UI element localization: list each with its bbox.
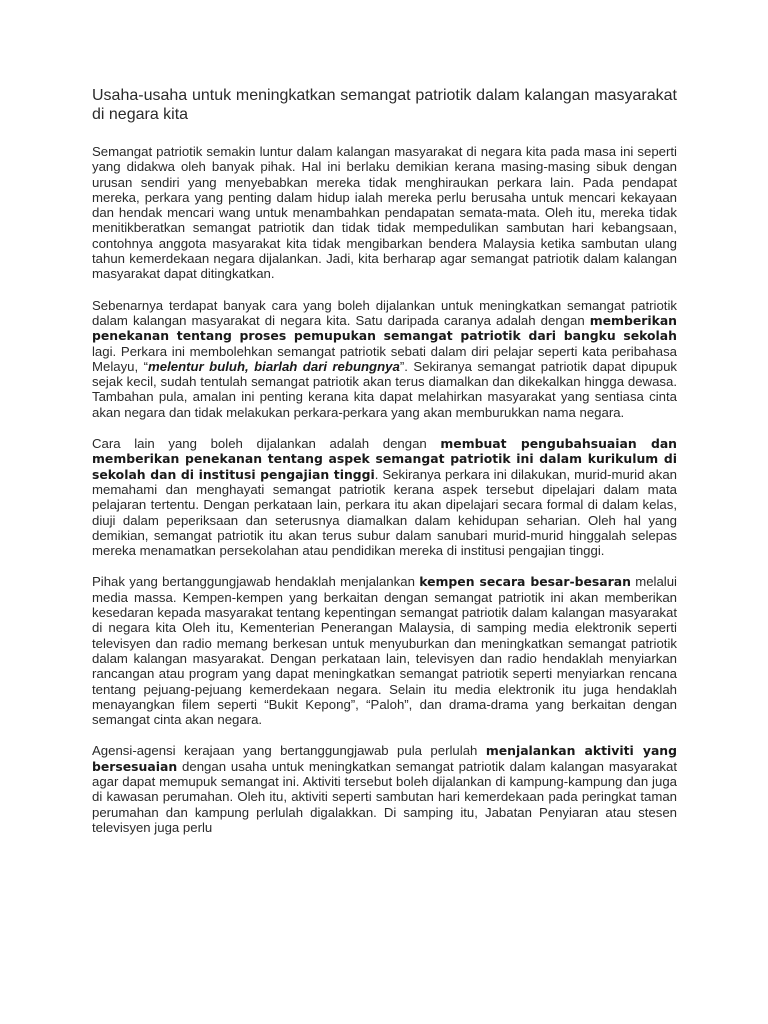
paragraph-1	[92, 144, 677, 282]
paragraph-text: Semangat patriotik semakin luntur dalam kalangan masyarakat di negara kita pada masa ini seperti yang didakwa oleh banyak pihak. Hal ini berlaku demikian kerana masing-masing sibuk dengan urusan sendiri yang menyebabkan mereka tidak menghiraukan perkara lain. Pada pendapat mereka, perkara yang penting dalam hidup ialah mereka perlu berusaha untuk mencari kekayaan dan hendak mencari wang untuk menambahkan pendapatan semata-mata. Oleh itu, mereka tidak menitikberatkan semangat patriotik dan tidak tidak mempedulikan sambutan hari kebangsaan, contohnya anggota masyarakat kita tidak mengibarkan bendera Malaysia ketika sambutan ulang tahun kemerdekaan negara dijalankan. Jadi, kita berharap agar semangat patriotik dalam kalangan masyarakat dapat ditingkatkan.	[92, 144, 677, 282]
emphasis-text: memberikan penekanan tentang proses pemupukan semangat patriotik dari bangku sekolah	[92, 312, 677, 344]
paragraph-text: melalui media massa. Kempen-kempen yang berkaitan dengan semangat patriotik ini akan memberikan kesedaran kepada masyarakat tentang kepentingan semangat patriotik dalam kalangan masyarakat di negara kita Oleh itu, Kementerian Penerangan Malaysia, di samping media elektronik seperti televisyen dan radio memang berkesan untuk menyuburkan dan meningkatkan semangat patriotik dalam kalangan masyarakat. Dengan perkataan lain, televisyen dan radio hendaklah menyiarkan rancangan atau program yang dapat meningkatkan semangat patriotik seperti menyiarkan rencana tentang pejuang-pejuang kemerdekaan negara. Selain itu media elektronik itu juga hendaklah menayangkan filem seperti “Bukit Kepong”, “Paloh”, dan drama-drama yang berkaitan dengan semangat cinta akan negara.	[92, 574, 677, 728]
paragraph-text: ”. Sekiranya semangat patriotik dapat dipupuk sejak kecil, sudah tentulah semangat patriotik akan terus diamalkan dan dikekalkan hingga dewasa. Tambahan pula, amalan ini penting kerana kita dapat melahirkan masyarakat yang sentiasa cinta akan negara dan tidak melakukan perkara-perkara yang akan memburukkan nama negara.	[92, 358, 677, 420]
document-title: Usaha-usaha untuk meningkatkan semangat patriotik dalam kalangan masyarakat di negara kita	[92, 87, 677, 123]
emphasis-text: menjalankan aktiviti yang bersesuaian	[92, 743, 677, 774]
paragraph-text: Pihak yang bertanggungjawab hendaklah menjalankan	[92, 574, 420, 590]
paragraph-text: Cara lain yang boleh dijalankan adalah dengan	[92, 436, 441, 452]
paragraph-3	[92, 436, 677, 558]
emphasis-text: membuat pengubahsuaian dan memberikan penekanan tentang aspek semangat patriotik ini dalam kurikulum di sekolah dan di institusi pengajian tinggi	[92, 436, 678, 482]
paragraph-4	[92, 574, 677, 727]
document-page	[92, 86, 677, 851]
paragraph-text: Sebenarnya terdapat banyak cara yang boleh dijalankan untuk meningkatkan semangat patriotik dalam kalangan masyarakat di negara kita. Satu daripada caranya adalah dengan	[92, 297, 677, 328]
paragraph-text: Agensi-agensi kerajaan yang bertanggungjawab pula perlulah	[92, 743, 486, 759]
paragraph-text: . Sekiranya perkara ini dilakukan, murid-murid akan memahami dan menghayati semangat patriotik kerana aspek tersebut dipelajari dalam mata pelajaran tertentu. Dengan perkataan lain, perkara itu akan dipelajari secara formal di dalam kelas, diuji dalam peperiksaan dan seterusnya diamalkan dalam kehidupan seharian. Oleh hal yang demikian, semangat patriotik itu akan terus subur dalam sanubari murid-murid hinggalah selepas mereka menamatkan persekolahan atau pendidikan mereka di institusi pengajian tinggi.	[92, 466, 677, 559]
proverb-text: melentur buluh, biarlah dari rebungnya	[148, 358, 400, 374]
emphasis-text: kempen secara besar-besaran	[419, 574, 631, 590]
paragraph-text: dengan usaha untuk meningkatkan semangat patriotik dalam kalangan masyarakat agar dapat memupuk semangat ini. Aktiviti tersebut boleh dijalankan di kampung-kampung dan juga di kawasan perumahan. Oleh itu, aktiviti seperti sambutan hari kemerdekaan pada peringkat taman perumahan dan kampung perlulah digalakkan. Di samping itu, Jabatan Penyiaran atau stesen televisyen juga perlu	[92, 758, 677, 835]
paragraph-5	[92, 743, 677, 835]
paragraph-text: lagi. Perkara ini membolehkan semangat patriotik sebati dalam diri pelajar seperti kata peribahasa Melayu, “	[92, 343, 677, 374]
paragraph-2	[92, 298, 677, 420]
